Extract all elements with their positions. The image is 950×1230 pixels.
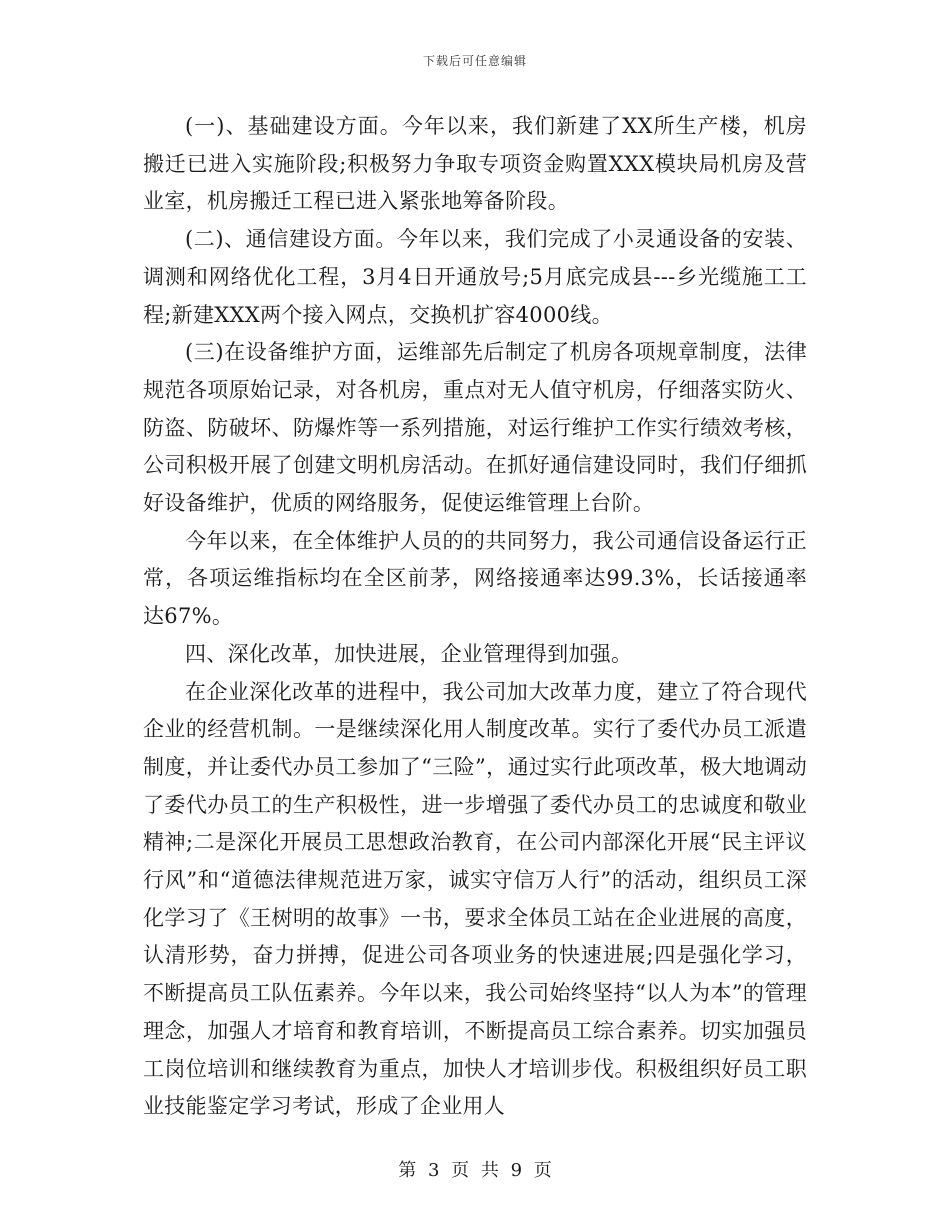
section-heading-reform: 四、深化改革，加快进展，企业管理得到加强。: [185, 641, 633, 666]
page-header: 下载后可任意编辑: [422, 54, 527, 68]
paragraph-communication-construction: (二)、通信建设方面。今年以来，我们完成了小灵通设备的安装、调测和网络优化工程，3月4日开通放号;5月底完成县---乡光缆施工工程;新建XXX两个接入网点，交换机扩容4000线。: [143, 227, 807, 327]
paragraph-enterprise-reform: 在企业深化改革的进程中，我公司加大改革力度，建立了符合现代企业的经营机制。一是继续深化用人制度改革。实行了委代办员工派遣制度，并让委代办员工参加了“三险”，通过实行此项改革，极大地调动了委代办员工的生产积极性，进一步增强了委代办员工的忠诚度和敬业精神;二是深化开展员工思想政治教育，在公司内部深化开展“民主评议行风”和“道德法律规范进万家，诚实守信万人行”的活动，组织员工深化学习了《王树明的故事》一书，要求全体员工站在企业进展的高度，认清形势，奋力拼搏，促进公司各项业务的快速进展;四是强化学习，不断提高员工队伍素养。今年以来，我公司始终坚持“以人为本”的管理理念，加强人才培育和教育培训，不断提高员工综合素养。切实加强员工岗位培训和继续教育为重点，加快人才培训步伐。积极组织好员工职业技能鉴定学习考试，形成了企业用人: [143, 679, 807, 1119]
page-number: 第 3 页 共 9 页: [398, 1160, 552, 1181]
document-body: [143, 108, 807, 1126]
paragraph-operation-results: 今年以来，在全体维护人员的的共同努力，我公司通信设备运行正常，各项运维指标均在全区前茅，网络接通率达99.3%，长话接通率达67%。: [143, 528, 807, 629]
paragraph-equipment-maintenance: (三)在设备维护方面，运维部先后制定了机房各项规章制度，法律规范各项原始记录，对各机房，重点对无人值守机房，仔细落实防火、防盗、防破坏、防爆炸等一系列措施，对运行维护工作实行绩效考核，公司积极开展了创建文明机房活动。在抓好通信建设同时，我们仔细抓好设备维护，优质的网络服务，促使运维管理上台阶。: [143, 340, 807, 516]
paragraph-infrastructure: (一)、基础建设方面。今年以来，我们新建了XX所生产楼，机房搬迁已进入实施阶段;积极努力争取专项资金购置XXX模块局机房及营业室，机房搬迁工程已进入紧张地筹备阶段。: [143, 114, 807, 214]
